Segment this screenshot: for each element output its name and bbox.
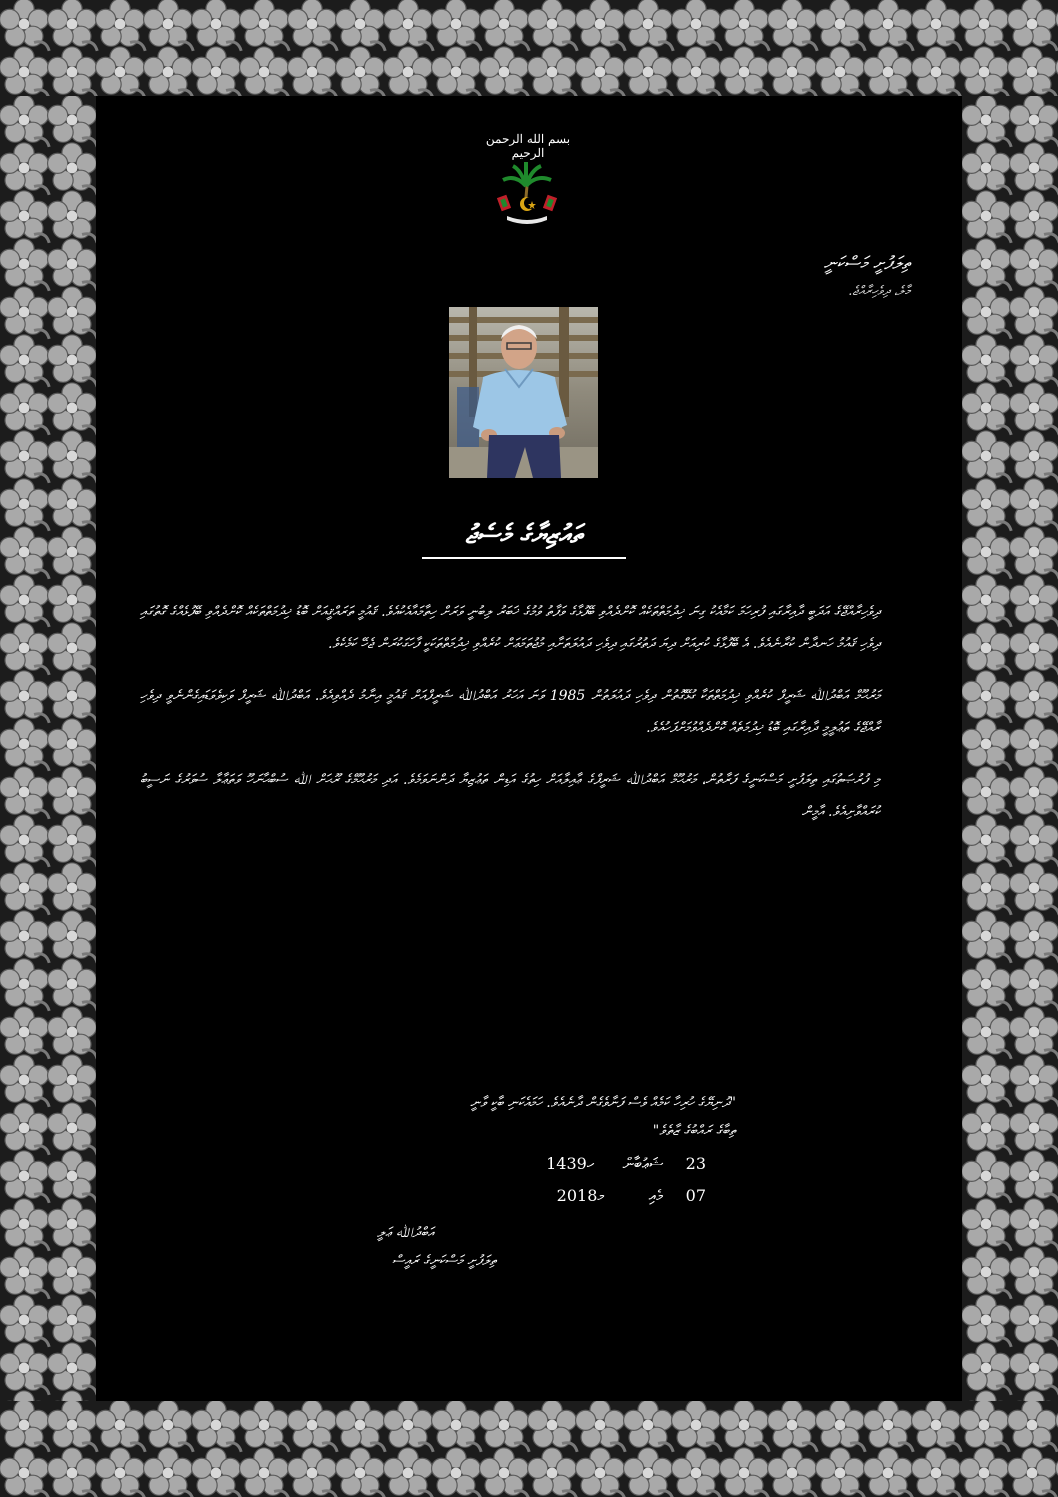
page-title: ތައުޒިޔާގެ މެސެޖު	[422, 520, 626, 559]
flower-motif-icon	[1010, 1247, 1058, 1299]
quote-line-1: "ދުނިޔޭގެ ހުރިހާ ކަމެއް ވެސް ފަނާވެގެން ދާނެއެވެ. ހަމައެކަނި ބާކީ ވާނީ	[470, 1095, 736, 1111]
flower-motif-icon	[480, 1401, 530, 1452]
sender-office: ތިލަފުށީ މަސްކަނީ	[823, 253, 910, 274]
flower-motif-icon	[672, 47, 722, 96]
flower-motif-icon	[816, 1448, 866, 1497]
hijri-day: 23	[685, 1154, 706, 1173]
flower-motif-icon	[1010, 1343, 1058, 1395]
greg-year: 2018މ	[556, 1186, 605, 1205]
floral-border-top	[0, 0, 1058, 96]
greg-day: 07	[685, 1186, 706, 1205]
flower-motif-icon	[0, 1199, 49, 1251]
flower-motif-icon	[192, 47, 242, 96]
flower-motif-icon	[240, 1401, 290, 1452]
flower-motif-icon	[192, 1401, 242, 1452]
flower-motif-icon	[816, 1401, 866, 1452]
flower-motif-icon	[1010, 143, 1058, 195]
flower-motif-icon	[336, 1401, 386, 1452]
floral-pattern	[0, 1401, 1058, 1497]
flower-motif-icon	[0, 1103, 49, 1155]
flower-motif-icon	[1010, 335, 1058, 387]
flower-motif-icon	[864, 1448, 914, 1497]
flower-motif-icon	[962, 575, 1011, 627]
flower-motif-icon	[0, 815, 49, 867]
signatory-title: ތިލަފުށީ މަސްކަނީގެ ރައީސް	[391, 1253, 496, 1269]
flower-motif-icon	[912, 1401, 962, 1452]
flower-motif-icon	[48, 191, 96, 243]
flower-motif-icon	[48, 911, 96, 963]
flower-motif-icon	[864, 1401, 914, 1452]
flower-motif-icon	[1010, 1391, 1058, 1401]
flower-motif-icon	[0, 1007, 49, 1059]
flower-motif-icon	[48, 479, 96, 531]
flower-motif-icon	[48, 96, 96, 147]
flower-motif-icon	[48, 1448, 98, 1497]
flower-motif-icon	[1008, 0, 1058, 51]
flower-motif-icon	[962, 863, 1011, 915]
flower-motif-icon	[0, 287, 49, 339]
flower-motif-icon	[48, 1151, 96, 1203]
flower-motif-icon	[0, 47, 49, 96]
flower-motif-icon	[192, 1448, 242, 1497]
flower-motif-icon	[1010, 527, 1058, 579]
flower-motif-icon	[768, 1448, 818, 1497]
signature-block	[377, 1225, 496, 1269]
flower-motif-icon	[624, 1401, 674, 1452]
floral-pattern	[962, 96, 1058, 1401]
flower-motif-icon	[962, 96, 1011, 147]
flower-motif-icon	[0, 96, 49, 147]
floral-border-left	[0, 96, 96, 1401]
flower-motif-icon	[48, 863, 96, 915]
flower-motif-icon	[144, 1401, 194, 1452]
flower-motif-icon	[0, 1401, 49, 1452]
flower-motif-icon	[0, 959, 49, 1011]
flower-motif-icon	[0, 1343, 49, 1395]
flower-motif-icon	[384, 47, 434, 96]
flower-motif-icon	[0, 527, 49, 579]
flower-motif-icon	[48, 431, 96, 483]
flower-motif-icon	[1010, 1295, 1058, 1347]
flower-motif-icon	[288, 1401, 338, 1452]
flower-motif-icon	[1010, 575, 1058, 627]
flower-motif-icon	[960, 0, 1010, 51]
flower-motif-icon	[816, 47, 866, 96]
flower-motif-icon	[962, 335, 1011, 387]
flower-motif-icon	[0, 575, 49, 627]
flower-motif-icon	[768, 47, 818, 96]
flower-motif-icon	[288, 0, 338, 51]
flower-motif-icon	[1010, 1007, 1058, 1059]
paragraph-3: މި ފުރުޞަތުގައި ތިލަފުށީ މަސްކަނީގެ ފަރާތުން، މަރުޙޫމް އަބްދުﷲ ޝަރީފްގެ ޢާއިލާއަށް ހިތުގެ އަޑިން ތަޢުޒިޔާ ދަންނަވަމެވެ. އަދި މަރުޙޫމްގެ ރޫޙަށް ﷲ ސުބްޙާނަހޫ ވަތަޢާލާ ސުވަރުގެ ނަސީބު ކުރައްވާށިއެވެ. އާމީން	[140, 772, 880, 820]
flower-motif-icon	[240, 1448, 290, 1497]
flower-motif-icon	[962, 143, 1011, 195]
flower-motif-icon	[816, 0, 866, 51]
flower-motif-icon	[672, 0, 722, 51]
flower-motif-icon	[48, 1103, 96, 1155]
flower-motif-icon	[384, 1401, 434, 1452]
flower-motif-icon	[962, 1391, 1011, 1401]
flower-motif-icon	[1008, 1401, 1058, 1452]
flower-motif-icon	[768, 0, 818, 51]
flower-motif-icon	[336, 0, 386, 51]
flower-motif-icon	[384, 0, 434, 51]
flower-motif-icon	[48, 239, 96, 291]
flower-motif-icon	[0, 671, 49, 723]
flower-motif-icon	[962, 383, 1011, 435]
flower-motif-icon	[962, 911, 1011, 963]
flower-motif-icon	[624, 1448, 674, 1497]
flower-motif-icon	[0, 191, 49, 243]
flower-motif-icon	[96, 1448, 146, 1497]
flower-motif-icon	[672, 1448, 722, 1497]
flower-motif-icon	[48, 143, 96, 195]
flower-motif-icon	[576, 1448, 626, 1497]
flower-motif-icon	[0, 239, 49, 291]
floral-pattern	[0, 0, 1058, 96]
flower-motif-icon	[962, 1199, 1011, 1251]
flower-motif-icon	[962, 431, 1011, 483]
flower-motif-icon	[432, 1401, 482, 1452]
flower-motif-icon	[0, 0, 49, 51]
flower-motif-icon	[912, 0, 962, 51]
portrait-photo	[449, 307, 598, 478]
flower-motif-icon	[48, 1401, 98, 1452]
flower-motif-icon	[48, 527, 96, 579]
flower-motif-icon	[48, 1199, 96, 1251]
flower-motif-icon	[0, 1448, 49, 1497]
flower-motif-icon	[528, 0, 578, 51]
flower-motif-icon	[48, 47, 98, 96]
flower-motif-icon	[240, 47, 290, 96]
flower-motif-icon	[720, 1401, 770, 1452]
flower-motif-icon	[960, 47, 1010, 96]
flower-motif-icon	[576, 47, 626, 96]
flower-motif-icon	[1010, 1055, 1058, 1107]
flower-motif-icon	[1010, 1199, 1058, 1251]
flower-motif-icon	[962, 1055, 1011, 1107]
sender-place: މާލެ، ދިވެހިރާއްޖެ.	[848, 284, 910, 299]
flower-motif-icon	[962, 719, 1011, 771]
flower-motif-icon	[48, 575, 96, 627]
flower-motif-icon	[960, 1401, 1010, 1452]
flower-motif-icon	[432, 1448, 482, 1497]
flower-motif-icon	[48, 815, 96, 867]
letter-text	[140, 596, 880, 828]
flower-motif-icon	[672, 1401, 722, 1452]
flower-motif-icon	[864, 0, 914, 51]
flower-motif-icon	[48, 767, 96, 819]
flower-motif-icon	[96, 47, 146, 96]
flower-motif-icon	[1010, 479, 1058, 531]
flower-motif-icon	[192, 0, 242, 51]
flower-motif-icon	[432, 47, 482, 96]
flower-motif-icon	[962, 1151, 1011, 1203]
flower-motif-icon	[0, 143, 49, 195]
flower-motif-icon	[48, 1247, 96, 1299]
flower-motif-icon	[962, 479, 1011, 531]
flower-motif-icon	[720, 0, 770, 51]
flower-motif-icon	[0, 383, 49, 435]
flower-motif-icon	[1010, 863, 1058, 915]
flower-motif-icon	[962, 1007, 1011, 1059]
flower-motif-icon	[288, 47, 338, 96]
flower-motif-icon	[0, 863, 49, 915]
flower-motif-icon	[240, 0, 290, 51]
flower-motif-icon	[962, 287, 1011, 339]
flower-motif-icon	[624, 47, 674, 96]
flower-motif-icon	[1008, 47, 1058, 96]
flower-motif-icon	[48, 1055, 96, 1107]
flower-motif-icon	[48, 1007, 96, 1059]
flower-motif-icon	[1008, 1448, 1058, 1497]
flower-motif-icon	[0, 1391, 49, 1401]
flower-motif-icon	[48, 671, 96, 723]
basmala: بسم الله الرحمن الرحيم	[485, 132, 571, 160]
paragraph-1: ދިވެހިރާއްޖޭގެ އަދަބީ ދާއިރާގައި ފުރިހަމަ ކަމާއެކު ގިނަ ޚިދުމަތްތަކެއް ކޮށްދެއްވި ބޭފުޅާގެ ވަފާތު ވުމުގެ ޚަބަރު ލިބުނީ ވަރަށް ހިތާމައާއެކުއެވެ. ޤައުމީ ތަރައްޤީއަށް ބޮޑު ޚިދުމަތްތަކެއް ކޮށްދެއްވި ބޭފުޅެއްގެ ގޮތުގައި ދިވެހި ޤައުމު ހަނދާން ކުރާނެއެވެ. އެ ބޭފުޅާގެ ކުރިއަށް ދިޔަ ދަތުރުގައި ދިވެހި ދައުލަތަށާއި މުޖުތަމަޢަށް ކުރެއްވި ޚިދުމަތްތަކަކީ ފާހަގަކުރަން ޖެހޭ ކަމެކެވެ.	[140, 604, 880, 652]
quote-line-2: ތިބާގެ ރައްބުގެ ޒާތެވެ"	[652, 1123, 736, 1139]
flower-motif-icon	[962, 1343, 1011, 1395]
flower-motif-icon	[912, 47, 962, 96]
flower-motif-icon	[480, 1448, 530, 1497]
flower-motif-icon	[48, 287, 96, 339]
flower-motif-icon	[96, 1401, 146, 1452]
floral-pattern	[0, 96, 96, 1401]
flower-motif-icon	[0, 767, 49, 819]
flower-motif-icon	[336, 47, 386, 96]
flower-motif-icon	[1010, 239, 1058, 291]
flower-motif-icon	[1010, 719, 1058, 771]
flower-motif-icon	[432, 0, 482, 51]
flower-motif-icon	[0, 1055, 49, 1107]
flower-motif-icon	[528, 1448, 578, 1497]
flower-motif-icon	[960, 1448, 1010, 1497]
flower-motif-icon	[1010, 911, 1058, 963]
flower-motif-icon	[0, 479, 49, 531]
flower-motif-icon	[0, 1295, 49, 1347]
flower-motif-icon	[480, 0, 530, 51]
flower-motif-icon	[962, 1103, 1011, 1155]
flower-motif-icon	[1010, 1151, 1058, 1203]
flower-motif-icon	[96, 0, 146, 51]
flower-motif-icon	[962, 527, 1011, 579]
flower-motif-icon	[1010, 767, 1058, 819]
flower-motif-icon	[48, 719, 96, 771]
flower-motif-icon	[0, 623, 49, 675]
flower-motif-icon	[528, 1401, 578, 1452]
flower-motif-icon	[1010, 815, 1058, 867]
signatory-name: އަބްދުﷲ ޢަލީ	[377, 1225, 434, 1241]
flower-motif-icon	[962, 671, 1011, 723]
flower-motif-icon	[912, 1448, 962, 1497]
flower-motif-icon	[1010, 959, 1058, 1011]
paragraph-2: މަރުޙޫމް އަބްދުﷲ ޝަރީފް ކުރެއްވި ޚިދުމަތްތަކާ ގުޅޭގޮތުން ދިވެހި ދައުލަތުން 1985 ވަނަ އަހަރު އަބްދުﷲ ޝަރީފްއަށް ޤައުމީ އިނާމު ދެއްވިއެވެ. އަބްދުﷲ ޝަރީފް ވަކިވެވަޑައިގެންނެވީ ދިވެހި ރާއްޖޭގެ ތަޢުލީމީ ދާއިރާގައި ބޮޑު ޚިދުމަތެއް ކޮށްދެއްވުމަށްފަހުއެވެ.	[140, 688, 880, 736]
flower-motif-icon	[1010, 671, 1058, 723]
flower-motif-icon	[720, 47, 770, 96]
flower-motif-icon	[0, 911, 49, 963]
flower-motif-icon	[0, 335, 49, 387]
flower-motif-icon	[0, 1247, 49, 1299]
flower-motif-icon	[48, 0, 98, 51]
flower-motif-icon	[576, 1401, 626, 1452]
flower-motif-icon	[864, 47, 914, 96]
flower-motif-icon	[1010, 623, 1058, 675]
flower-motif-icon	[576, 0, 626, 51]
flower-motif-icon	[480, 47, 530, 96]
flower-motif-icon	[962, 1247, 1011, 1299]
gregorian-date	[557, 1186, 706, 1206]
flower-motif-icon	[962, 767, 1011, 819]
greg-month: މެއި	[648, 1186, 664, 1205]
flower-motif-icon	[962, 623, 1011, 675]
flower-motif-icon	[144, 47, 194, 96]
flower-motif-icon	[0, 1151, 49, 1203]
flower-motif-icon	[962, 815, 1011, 867]
flower-motif-icon	[48, 959, 96, 1011]
flower-motif-icon	[528, 47, 578, 96]
hijri-date	[546, 1154, 706, 1174]
flower-motif-icon	[624, 0, 674, 51]
flower-motif-icon	[1010, 1103, 1058, 1155]
flower-motif-icon	[1010, 96, 1058, 147]
maldives-state-emblem-icon	[495, 160, 559, 228]
floral-border-bottom	[0, 1401, 1058, 1497]
flower-motif-icon	[0, 431, 49, 483]
flower-motif-icon	[48, 1343, 96, 1395]
sender-block	[824, 253, 910, 299]
flower-motif-icon	[962, 959, 1011, 1011]
flower-motif-icon	[48, 335, 96, 387]
flower-motif-icon	[144, 1448, 194, 1497]
flower-motif-icon	[962, 239, 1011, 291]
flower-motif-icon	[962, 191, 1011, 243]
flower-motif-icon	[720, 1448, 770, 1497]
hijri-month: ޝަޢުބާން	[622, 1154, 664, 1173]
flower-motif-icon	[1010, 191, 1058, 243]
flower-motif-icon	[962, 1295, 1011, 1347]
flower-motif-icon	[144, 0, 194, 51]
flower-motif-icon	[0, 719, 49, 771]
hijri-year: 1439ހ	[546, 1154, 595, 1173]
quran-quote	[256, 1089, 736, 1145]
flower-motif-icon	[288, 1448, 338, 1497]
flower-motif-icon	[48, 383, 96, 435]
flower-motif-icon	[48, 623, 96, 675]
flower-motif-icon	[768, 1401, 818, 1452]
flower-motif-icon	[48, 1391, 96, 1401]
floral-border-right	[962, 96, 1058, 1401]
flower-motif-icon	[1010, 431, 1058, 483]
flower-motif-icon	[48, 1295, 96, 1347]
flower-motif-icon	[336, 1448, 386, 1497]
flower-motif-icon	[1010, 287, 1058, 339]
flower-motif-icon	[1010, 383, 1058, 435]
flower-motif-icon	[384, 1448, 434, 1497]
